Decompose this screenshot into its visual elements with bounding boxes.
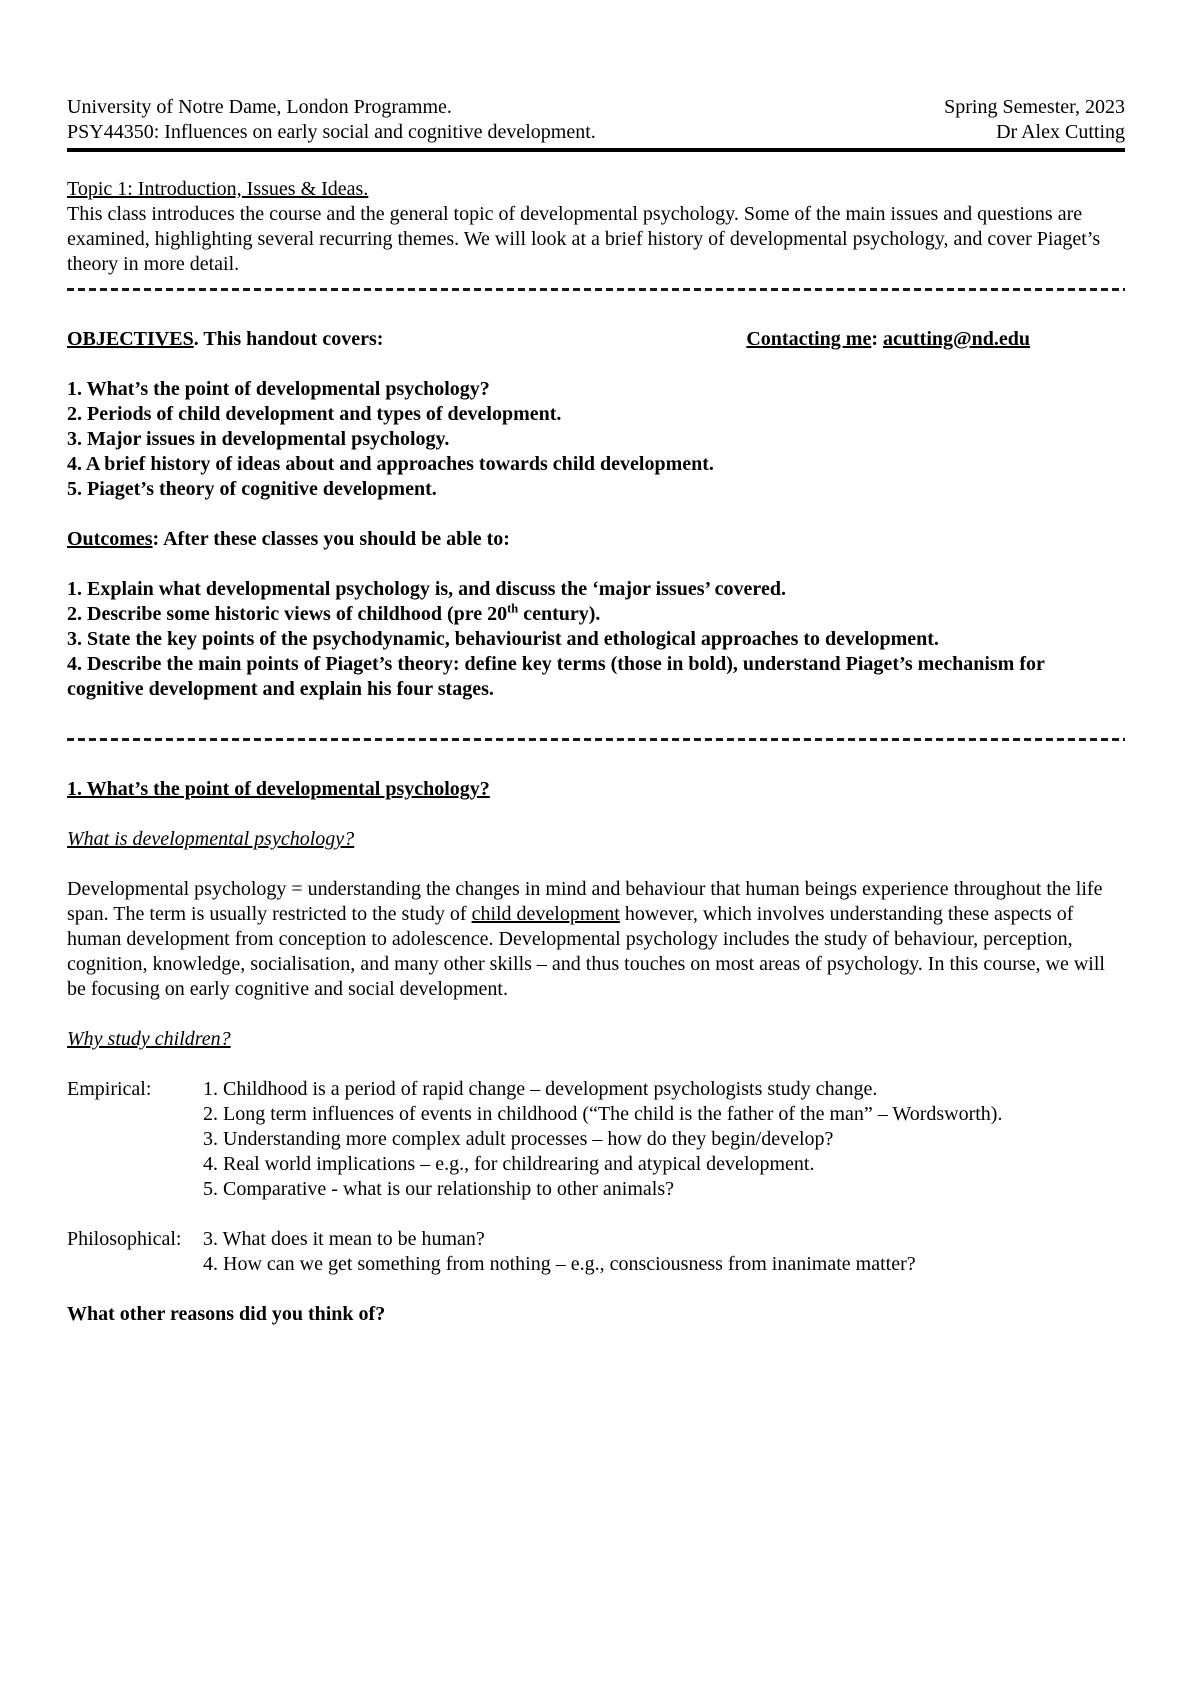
spacer (67, 502, 1125, 527)
objectives-item: 3. Major issues in developmental psychology. (67, 428, 450, 450)
philosophical-item: 3. What does it mean to be human? (203, 1228, 485, 1250)
objectives-item: 4. A brief history of ideas about and approaches towards child development. (67, 453, 714, 475)
section1-subheading-why (67, 1027, 1125, 1052)
philosophical-block (67, 1227, 1125, 1277)
outcomes-item (67, 602, 1125, 627)
empirical-item: 4. Real world implications – e.g., for childrearing and atypical development. (203, 1153, 815, 1175)
header-instructor: Dr Alex Cutting (996, 121, 1125, 143)
empirical-item: 3. Understanding more complex adult processes – how do they begin/develop? (203, 1128, 834, 1150)
topic-title-text: Topic 1: Introduction, Issues & Ideas. (67, 178, 369, 200)
definition-pre: Developmental psychology = understanding the changes in mind and behaviour that human beings experience throughout the life span. The term is usually restricted to the study of (67, 878, 1103, 925)
definition-paragraph (67, 877, 1125, 1002)
empirical-item: 5. Comparative - what is our relationship to other animals? (203, 1178, 674, 1200)
outcomes-item: 4. Describe the main points of Piaget’s theory: define key terms (those in bold), understand Piaget’s mechanism for cognitive development and explain his four stages. (67, 653, 1045, 700)
spacer (67, 352, 1125, 377)
spacer (67, 802, 1125, 827)
spacer (67, 1052, 1125, 1077)
philosophical-items (203, 1227, 1125, 1277)
outcomes-label: Outcomes (67, 528, 153, 550)
empirical-item: 2. Long term influences of events in childhood (“The child is the father of the man” – Wordsworth). (203, 1103, 1003, 1125)
spacer (67, 852, 1125, 877)
spacer (67, 702, 1125, 727)
spacer (67, 302, 1125, 327)
outcomes-label-rest: : After these classes you should be able to: (152, 528, 510, 550)
dashed-divider (67, 727, 1125, 752)
spacer (67, 1002, 1125, 1027)
closing-question: What other reasons did you think of? (67, 1303, 386, 1325)
section1-subheading-why-text: Why study children? (67, 1028, 231, 1050)
objectives-item: 2. Periods of child development and types of development. (67, 403, 562, 425)
spacer (67, 152, 1125, 177)
header-semester: Spring Semester, 2023 (944, 96, 1125, 118)
spacer (67, 1202, 1125, 1227)
topic-intro-paragraph: This class introduces the course and the general topic of developmental psychology. Some of the main issues and questions are examined, highlighting several recurring themes. We will look at a brief history of developmental psychology, and cover Piaget’s theory in more detail. (67, 203, 1101, 275)
objectives-label-rest: . This handout covers: (193, 328, 384, 350)
outcomes-item2-pre: 2. Describe some historic views of childhood (pre 20 (67, 603, 508, 625)
section1-heading (67, 777, 1125, 802)
empirical-items (203, 1077, 1125, 1202)
outcomes-item: 1. Explain what developmental psychology is, and discuss the ‘major issues’ covered. (67, 578, 786, 600)
objectives-label: OBJECTIVES (67, 328, 194, 350)
header-institution: University of Notre Dame, London Programme. (67, 96, 452, 118)
objectives-item: 1. What’s the point of developmental psychology? (67, 378, 490, 400)
outcomes-item: 3. State the key points of the psychodynamic, behaviourist and ethological approaches to development. (67, 628, 939, 650)
contact-email: acutting@nd.edu (883, 328, 1030, 350)
empirical-block (67, 1077, 1125, 1202)
objectives-heading (67, 327, 383, 352)
contact-separator: : (871, 328, 884, 350)
spacer (67, 552, 1125, 577)
contact-label: Contacting me (746, 328, 872, 350)
philosophical-item: 4. How can we get something from nothing – e.g., consciousness from inanimate matter? (203, 1253, 916, 1275)
empirical-item: 1. Childhood is a period of rapid change – development psychologists study change. (203, 1078, 878, 1100)
philosophical-label: Philosophical: (67, 1228, 182, 1250)
objectives-item: 5. Piaget’s theory of cognitive development. (67, 478, 437, 500)
topic-title (67, 177, 1125, 202)
section1-heading-text: 1. What’s the point of developmental psychology? (67, 778, 490, 800)
section1-subheading-what (67, 827, 1125, 852)
contact-info (746, 327, 1030, 352)
outcomes-item2-post: century). (518, 603, 601, 625)
objectives-header-row (67, 327, 1125, 352)
definition-underlined-term: child development (471, 903, 620, 925)
header-left (67, 95, 596, 145)
outcomes-heading (67, 527, 1125, 552)
dashed-divider (67, 277, 1125, 302)
definition-post: however, which involves understanding these aspects of human development from conception to adolescence. Developmental psychology includes the study of behaviour, perception, cognition, knowledge, socialisation, and many other skills – and thus touches on most areas of psychology. In this course, we will be focusing on early cognitive and social development. (67, 903, 1105, 1000)
section1-subheading-what-text: What is developmental psychology? (67, 828, 355, 850)
spacer (67, 1277, 1125, 1302)
header-course: PSY44350: Influences on early social and cognitive development. (67, 121, 596, 143)
spacer (67, 752, 1125, 777)
header-right (944, 95, 1125, 145)
outcomes-item2-superscript: th (507, 601, 519, 616)
document-header (67, 95, 1125, 152)
empirical-label: Empirical: (67, 1078, 152, 1100)
